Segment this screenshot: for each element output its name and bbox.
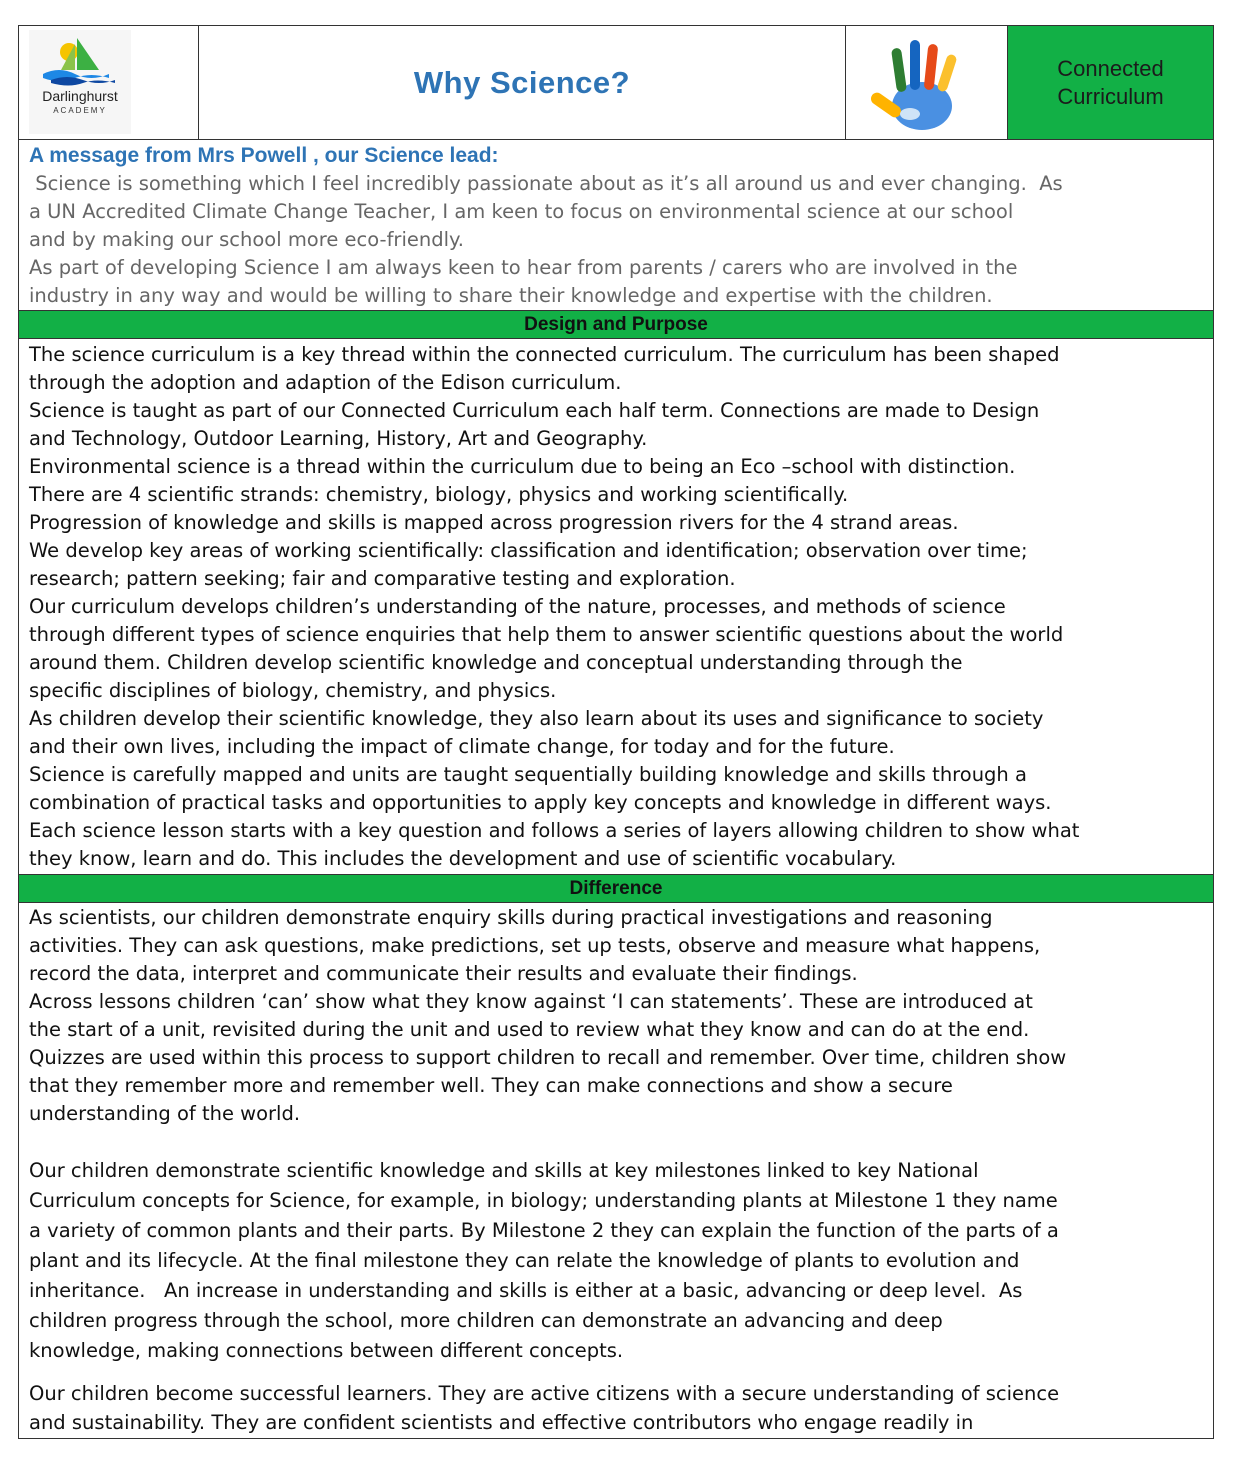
connected-curriculum-cell	[1008, 26, 1213, 139]
message-line: and by making our school more eco-friendly.	[29, 228, 464, 251]
difference-line: plant and its lifecycle. At the final milestone they can relate the knowledge of plants to evolution and	[29, 1249, 1020, 1272]
sailboat-icon	[29, 30, 131, 88]
design-line: The science curriculum is a key thread within the connected curriculum. The curriculum has been shaped	[29, 343, 1060, 366]
design-line: As children develop their scientific knowledge, they also learn about its uses and significance to society	[29, 707, 1044, 730]
difference-line: As scientists, our children demonstrate enquiry skills during practical investigations and reasoning	[29, 906, 993, 929]
message-line: As part of developing Science I am always keen to hear from parents / carers who are involved in the	[29, 256, 1018, 279]
design-line: and their own lives, including the impact of climate change, for today and for the future.	[29, 735, 895, 758]
design-line: There are 4 scientific strands: chemistry, biology, physics and working scientifically.	[29, 483, 849, 506]
difference-line: Our children demonstrate scientific knowledge and skills at key milestones linked to key National	[29, 1159, 979, 1182]
document-frame	[18, 25, 1214, 1439]
message-line: a UN Accredited Climate Change Teacher, I am keen to focus on environmental science at our school	[29, 200, 1014, 223]
design-line: combination of practical tasks and opportunities to apply key concepts and knowledge in different ways.	[29, 791, 1052, 814]
difference-line: Our children become successful learners. They are active citizens with a secure understanding of science	[29, 1382, 1060, 1405]
difference-line: children progress through the school, more children can demonstrate an advancing and deep	[29, 1309, 943, 1332]
header-table	[19, 26, 1213, 140]
title-cell	[199, 26, 846, 139]
logo-name: Darlinghurst	[42, 88, 118, 104]
difference-line: inheritance. An increase in understanding and skills is either at a basic, advancing or deep level. As	[29, 1279, 1023, 1302]
message-heading: A message from Mrs Powell , our Science lead:	[29, 144, 499, 167]
academy-logo	[29, 30, 131, 134]
difference-line: understanding of the world.	[29, 1102, 301, 1125]
design-line: Science is carefully mapped and units are taught sequentially building knowledge and skills through a	[29, 763, 1027, 786]
design-line: around them. Children develop scientific knowledge and conceptual understanding through the	[29, 651, 963, 674]
connected-label: Connected	[1057, 55, 1164, 81]
difference-line: Across lessons children ‘can’ show what they know against ‘I can statements’. These are introduced at	[29, 990, 1033, 1013]
design-line: We develop key areas of working scientifically: classification and identification; observation over time;	[29, 539, 1028, 562]
design-purpose-section	[19, 341, 1213, 873]
difference-line: a variety of common plants and their parts. By Milestone 2 they can explain the function of the parts of a	[29, 1219, 1059, 1242]
difference-line: the start of a unit, revisited during the unit and used to review what they know and can do at the end.	[29, 1018, 1030, 1041]
logo-subtitle: ACADEMY	[53, 106, 107, 115]
design-line: Each science lesson starts with a key question and follows a series of layers allowing children to show what	[29, 819, 1080, 842]
difference-heading: Difference	[19, 874, 1213, 903]
design-line: specific disciplines of biology, chemistry, and physics.	[29, 679, 557, 702]
difference-line: Quizzes are used within this process to support children to recall and remember. Over time, children show	[29, 1046, 1067, 1069]
logo-cell	[19, 26, 199, 139]
design-line: Science is taught as part of our Connected Curriculum each half term. Connections are made to Design	[29, 399, 1040, 422]
curriculum-label: Curriculum	[1057, 83, 1164, 109]
message-line: industry in any way and would be willing to share their knowledge and expertise with the children.	[29, 284, 993, 307]
difference-line: knowledge, making connections between different concepts.	[29, 1339, 624, 1362]
message-line: Science is something which I feel incredibly passionate about as it’s all around us and ever changing. As	[29, 172, 1063, 195]
design-line: Environmental science is a thread within the curriculum due to being an Eco –school with distinction.	[29, 455, 1016, 478]
design-line: research; pattern seeking; fair and comparative testing and exploration.	[29, 567, 736, 590]
difference-line: activities. They can ask questions, make predictions, set up tests, observe and measure what happens,	[29, 934, 1041, 957]
design-line: Progression of knowledge and skills is mapped across progression rivers for the 4 strand areas.	[29, 511, 959, 534]
difference-line: record the data, interpret and communicate their results and evaluate their findings.	[29, 962, 858, 985]
design-line: Our curriculum develops children’s understanding of the nature, processes, and methods of science	[29, 595, 1006, 618]
message-section	[19, 142, 1213, 310]
difference-section	[19, 904, 1213, 1437]
difference-line: that they remember more and remember well. They can make connections and show a secure	[29, 1074, 953, 1097]
difference-line: Curriculum concepts for Science, for example, in biology; understanding plants at Milestone 1 they name	[29, 1189, 1058, 1212]
design-line: they know, learn and do. This includes the development and use of scientific vocabulary.	[29, 847, 897, 870]
difference-line: and sustainability. They are confident scientists and effective contributors who engage readily in	[29, 1411, 974, 1434]
design-line: through the adoption and adaption of the Edison curriculum.	[29, 371, 622, 394]
design-line: through different types of science enquiries that help them to answer scientific questions about the world	[29, 623, 1064, 646]
design-purpose-heading: Design and Purpose	[19, 310, 1213, 339]
design-line: and Technology, Outdoor Learning, History, Art and Geography.	[29, 427, 648, 450]
page-title: Why Science?	[413, 64, 631, 100]
handprint-icon	[846, 26, 1006, 137]
hand-cell	[846, 26, 1008, 139]
